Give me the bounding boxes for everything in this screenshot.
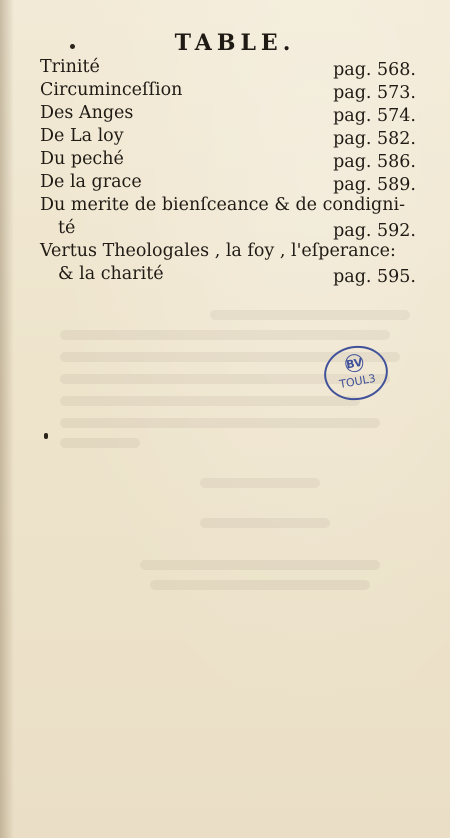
toc-entry-title: Du merite de bienſceance & de condigni-: [40, 195, 405, 215]
toc-entry-title: Trinité: [40, 57, 100, 77]
toc-entry-title: Circuminceſſion: [40, 80, 183, 100]
stamp-top-text: BV: [345, 355, 364, 372]
table-of-contents: [40, 56, 420, 286]
toc-entry-title: Vertus Theologales , la foy , l'eſperance:: [40, 241, 396, 261]
toc-entry-continuation: [40, 217, 420, 240]
toc-entry-page: pag. 589.: [333, 175, 416, 195]
toc-entry-title: Des Anges: [40, 103, 134, 123]
toc-entry: [40, 125, 420, 148]
toc-entry-page: pag. 574.: [333, 106, 416, 126]
toc-entry: [40, 171, 420, 194]
page-title: TABLE.: [174, 30, 296, 56]
page-gutter-shadow: [0, 0, 14, 838]
toc-entry: [40, 56, 420, 79]
toc-entry: [40, 240, 420, 263]
toc-entry: [40, 102, 420, 125]
toc-entry-page: pag. 586.: [333, 152, 416, 172]
toc-entry: [40, 79, 420, 102]
toc-entry-page: pag. 592.: [333, 221, 416, 241]
toc-entry: [40, 148, 420, 171]
library-stamp: [320, 341, 392, 405]
toc-entry-page: pag. 568.: [333, 60, 416, 80]
toc-entry-page: pag. 573.: [333, 83, 416, 103]
stamp-bottom-text: TOUL3: [338, 371, 377, 391]
toc-entry-continuation: [40, 263, 420, 286]
toc-entry: [40, 194, 420, 217]
toc-entry-title: Du peché: [40, 149, 124, 169]
toc-entry-title: De la grace: [40, 172, 142, 192]
toc-entry-page: pag. 582.: [333, 129, 416, 149]
toc-entry-title: té: [58, 218, 76, 238]
toc-entry-title: & la charité: [58, 264, 164, 284]
ink-mark: [44, 433, 48, 439]
toc-entry-page: pag. 595.: [333, 267, 416, 287]
toc-entry-title: De La loy: [40, 126, 124, 146]
